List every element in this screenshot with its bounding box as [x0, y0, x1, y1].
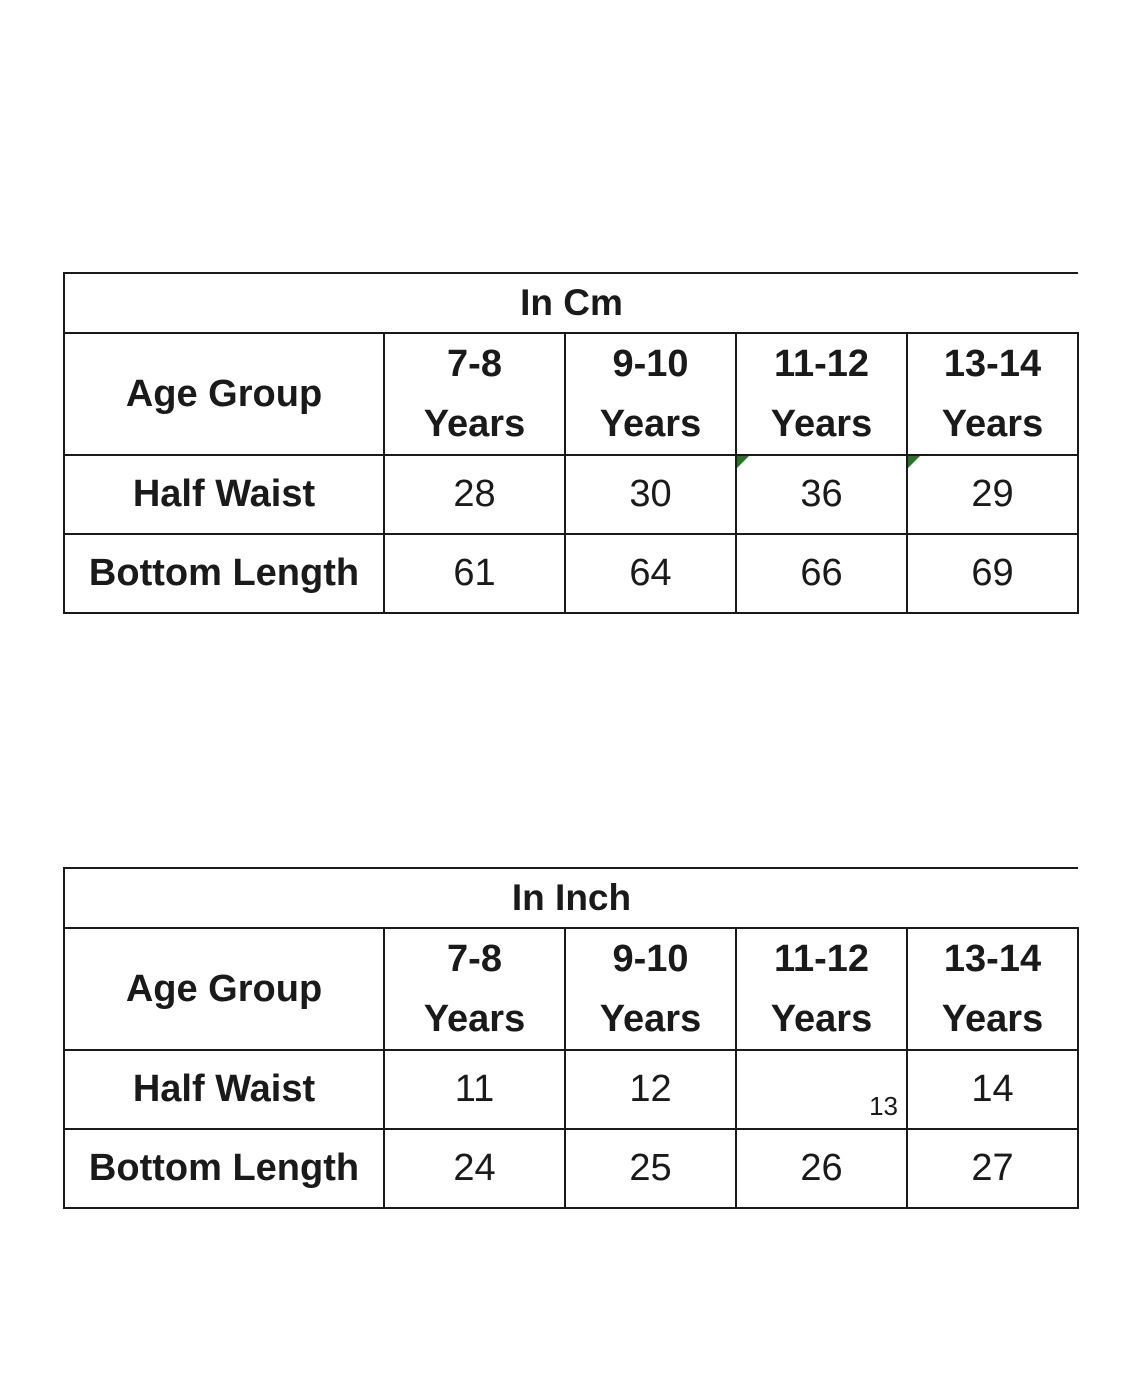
- age-group-header: Age Group: [64, 333, 384, 455]
- table-cell: 64: [565, 534, 736, 613]
- column-header-range: 9-10: [612, 343, 689, 385]
- column-header-range: 11-12: [773, 343, 870, 385]
- table-cell: 69: [907, 534, 1078, 613]
- column-header-range: 13-14: [943, 938, 1042, 980]
- table-cell: 28: [384, 455, 565, 534]
- table-cell: 30: [565, 455, 736, 534]
- table-cell: 26: [736, 1129, 907, 1208]
- column-header-9-10: [565, 928, 736, 1050]
- table-cell: 11: [384, 1050, 565, 1129]
- cell-value: 13: [869, 1091, 898, 1121]
- column-header-9-10: [565, 333, 736, 455]
- age-group-header: Age Group: [64, 928, 384, 1050]
- column-header-unit: Years: [423, 403, 526, 445]
- column-header-7-8: [384, 928, 565, 1050]
- column-header-range: 11-12: [773, 938, 870, 980]
- error-indicator-icon: [737, 456, 749, 468]
- table-cell: [736, 1050, 907, 1129]
- table-row-half-waist: [64, 1050, 1078, 1129]
- column-header-11-12: [736, 928, 907, 1050]
- table-cell: 14: [907, 1050, 1078, 1129]
- size-chart-cm-table: [63, 272, 1079, 614]
- cell-value: 36: [800, 473, 843, 515]
- column-header-range: 7-8: [447, 343, 502, 385]
- row-label: Bottom Length: [64, 1129, 384, 1208]
- table-row-bottom-length: [64, 534, 1078, 613]
- table-cell: 12: [565, 1050, 736, 1129]
- table-cell: 27: [907, 1129, 1078, 1208]
- table-row-half-waist: [64, 455, 1078, 534]
- table-cell: [907, 455, 1078, 534]
- table-title: In Inch: [64, 868, 1078, 928]
- column-header-unit: Years: [599, 998, 702, 1040]
- cell-value: 29: [971, 473, 1014, 515]
- column-header-13-14: [907, 333, 1078, 455]
- column-header-unit: Years: [941, 403, 1044, 445]
- table-cell: [736, 455, 907, 534]
- table-cell: 66: [736, 534, 907, 613]
- table-row-bottom-length: [64, 1129, 1078, 1208]
- size-chart-inch-table: [63, 867, 1079, 1209]
- table-cell: 24: [384, 1129, 565, 1208]
- column-header-11-12: [736, 333, 907, 455]
- error-indicator-icon: [908, 456, 920, 468]
- row-label: Half Waist: [64, 455, 384, 534]
- row-label: Half Waist: [64, 1050, 384, 1129]
- column-header-7-8: [384, 333, 565, 455]
- column-header-13-14: [907, 928, 1078, 1050]
- table-cell: 61: [384, 534, 565, 613]
- table-title: In Cm: [64, 273, 1078, 333]
- row-label: Bottom Length: [64, 534, 384, 613]
- column-header-unit: Years: [599, 403, 702, 445]
- column-header-unit: Years: [770, 403, 873, 445]
- table-cell: 25: [565, 1129, 736, 1208]
- column-header-range: 13-14: [943, 343, 1042, 385]
- column-header-range: 9-10: [612, 938, 689, 980]
- column-header-unit: Years: [423, 998, 526, 1040]
- column-header-range: 7-8: [447, 938, 502, 980]
- column-header-unit: Years: [770, 998, 873, 1040]
- column-header-unit: Years: [941, 998, 1044, 1040]
